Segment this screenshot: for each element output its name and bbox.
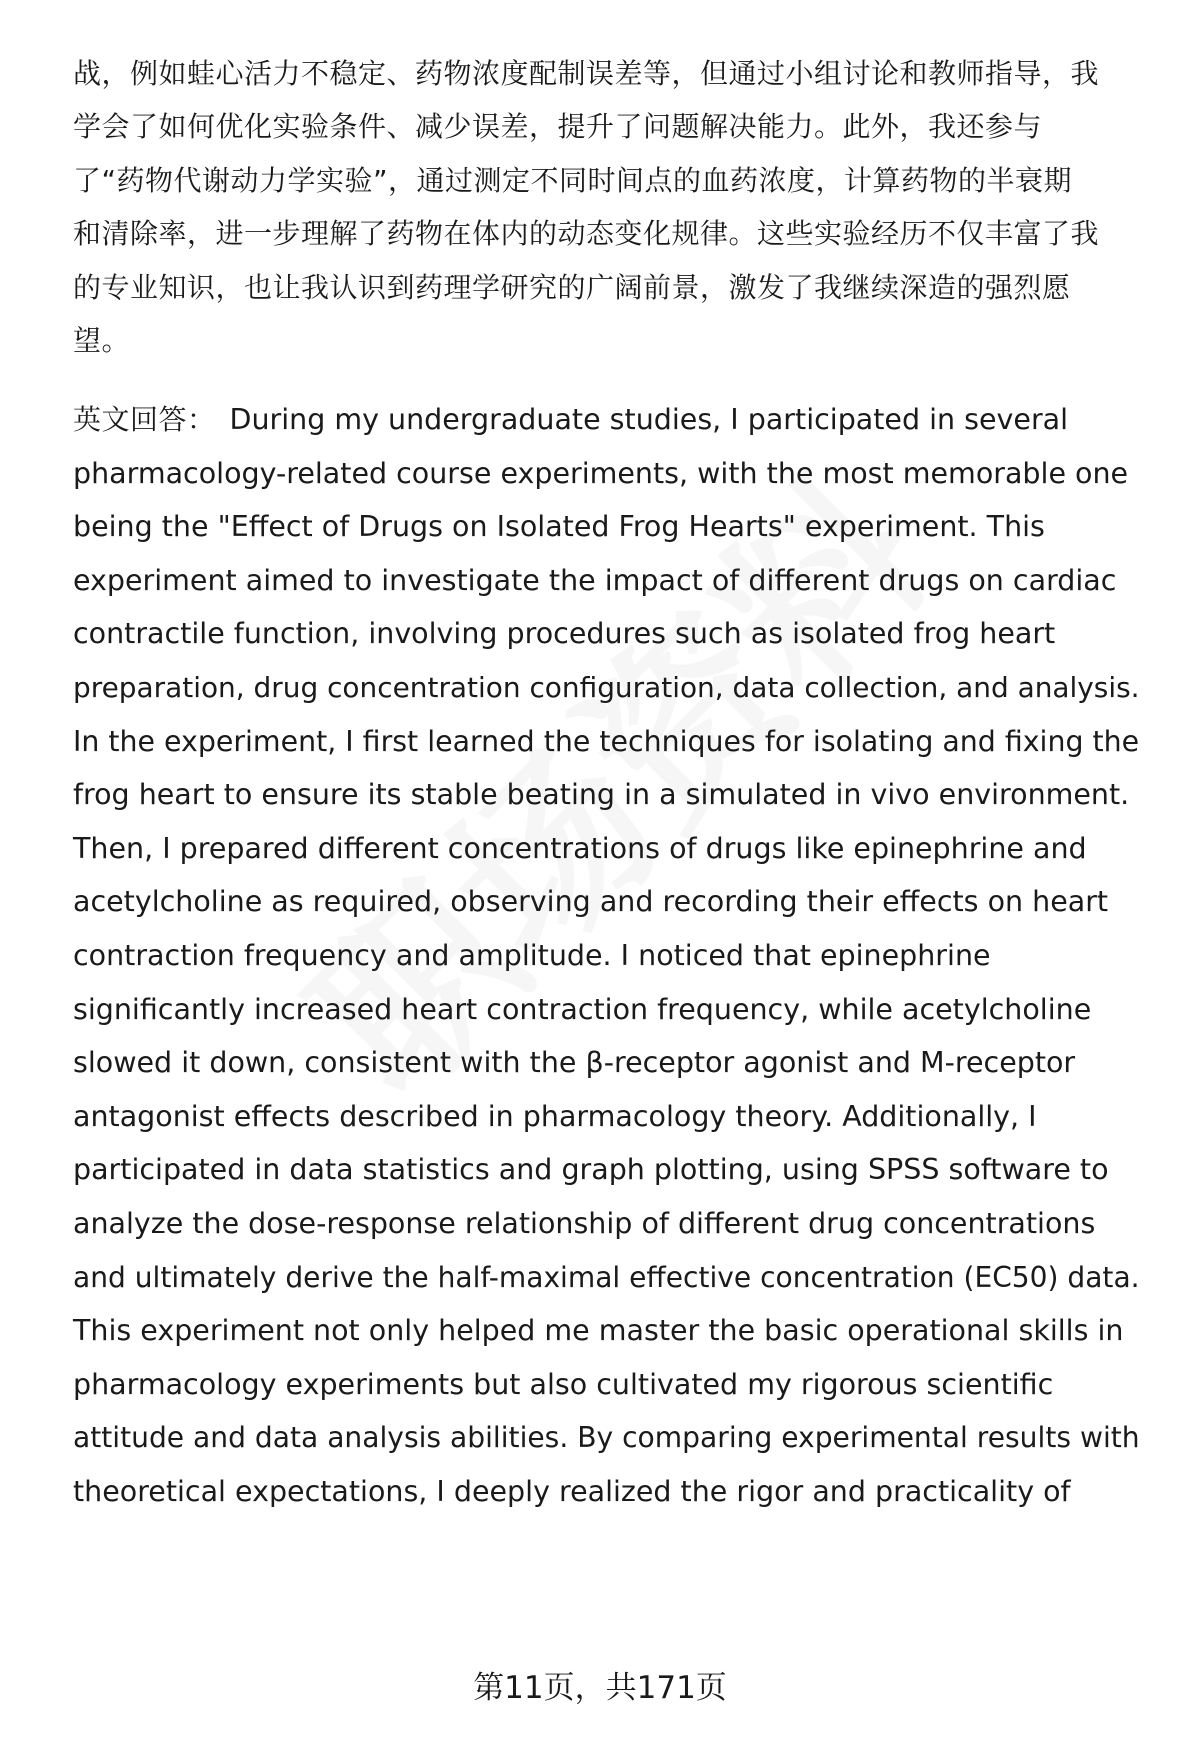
english-line-19: pharmacology experiments but also cultivated my rigorous scientific — [73, 1368, 1054, 1401]
english-line-3: being the "Effect of Drugs on Isolated Frog Hearts" experiment. This — [73, 510, 1045, 543]
english-line-20: attitude and data analysis abilities. By comparing experimental results with — [73, 1421, 1140, 1454]
english-line-18: This experiment not only helped me master the basic operational skills in — [73, 1314, 1124, 1347]
english-answer-label: 英文回答： — [73, 403, 216, 436]
chinese-line-2: 学会了如何优化实验条件、减少误差，提升了问题解决能力。此外，我还参与 — [73, 110, 1043, 143]
english-line-1 — [73, 400, 1068, 440]
english-line-5: contractile function, involving procedures such as isolated frog heart — [73, 617, 1056, 650]
english-line-2: pharmacology-related course experiments, with the most memorable one — [73, 457, 1129, 490]
english-line-10: acetylcholine as required, observing and recording their effects on heart — [73, 885, 1109, 918]
english-line-1-text: During my undergraduate studies, I participated in several — [229, 403, 1069, 436]
english-line-16: analyze the dose-response relationship of different drug concentrations — [73, 1207, 1096, 1240]
english-line-8: frog heart to ensure its stable beating in a simulated in vivo environment. — [73, 778, 1130, 811]
english-line-7: In the experiment, I first learned the techniques for isolating and fixing the — [73, 725, 1140, 758]
chinese-line-1: 战，例如蛙心活力不稳定、药物浓度配制误差等，但通过小组讨论和教师指导，我 — [73, 57, 1100, 90]
english-line-4: experiment aimed to investigate the impact of different drugs on cardiac — [73, 564, 1117, 597]
english-line-14: antagonist effects described in pharmacology theory. Additionally, I — [73, 1100, 1037, 1133]
chinese-line-6: 望。 — [73, 324, 131, 357]
english-line-6: preparation, drug concentration configuration, data collection, and analysis. — [73, 671, 1140, 704]
english-line-12: significantly increased heart contraction frequency, while acetylcholine — [73, 993, 1092, 1026]
page-footer: 第11页，共171页 — [473, 1670, 727, 1706]
english-line-21: theoretical expectations, I deeply realized the rigor and practicality of — [73, 1475, 1071, 1508]
english-line-11: contraction frequency and amplitude. I noticed that epinephrine — [73, 939, 991, 972]
english-line-9: Then, I prepared different concentrations of drugs like epinephrine and — [73, 832, 1087, 865]
chinese-line-4: 和清除率，进一步理解了药物在体内的动态变化规律。这些实验经历不仅丰富了我 — [73, 217, 1100, 250]
chinese-line-3: 了“药物代谢动力学实验”，通过测定不同时间点的血药浓度，计算药物的半衰期 — [73, 164, 1073, 197]
english-line-13: slowed it down, consistent with the β-receptor agonist and M-receptor — [73, 1046, 1076, 1079]
english-line-15: participated in data statistics and graph plotting, using SPSS software to — [73, 1153, 1109, 1186]
english-line-17: and ultimately derive the half-maximal effective concentration (EC50) data. — [73, 1261, 1140, 1294]
chinese-line-5: 的专业知识，也让我认识到药理学研究的广阔前景，激发了我继续深造的强烈愿 — [73, 271, 1071, 304]
